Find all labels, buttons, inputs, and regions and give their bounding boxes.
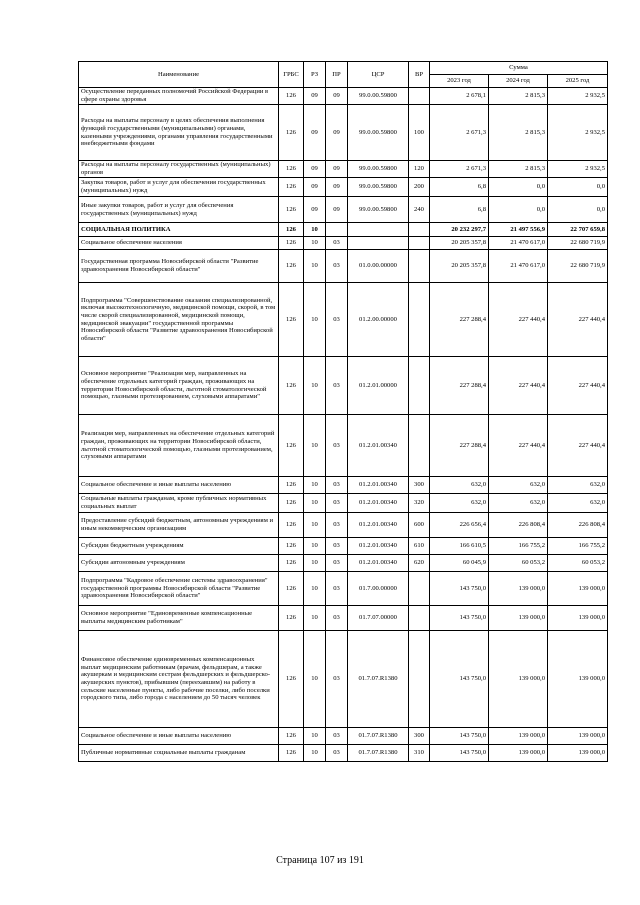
header-2024: 2024 год [489, 75, 548, 88]
row-vr: 100 [409, 105, 430, 161]
row-vr [409, 415, 430, 477]
row-rz: 10 [304, 555, 326, 572]
row-csr: 99.0.00.59800 [348, 161, 409, 178]
header-rz: РЗ [304, 62, 326, 88]
row-csr: 01.0.00.00000 [348, 250, 409, 283]
row-pr: 03 [326, 572, 348, 606]
row-vr: 300 [409, 728, 430, 745]
row-2025: 22 680 719,9 [548, 250, 608, 283]
row-2025: 139 000,0 [548, 572, 608, 606]
row-grbs: 126 [279, 572, 304, 606]
row-name: Социальное обеспечение и иные выплаты населению [79, 477, 279, 494]
row-csr: 01.7.07.00000 [348, 606, 409, 631]
table-row [79, 606, 608, 631]
row-name: Подпрограмма "Кадровое обеспечение системы здравоохранения" государственной программы Новосибирской области "Развитие здравоохранения Новосибирской области" [79, 572, 279, 606]
row-grbs: 126 [279, 477, 304, 494]
row-name: Финансовое обеспечение единовременных компенсационных выплат медицинским работникам (врачам, фельдшерам, а также акушеркам и медицинским сестрам фельдшерских и фельдшерско-акушерских пунктов), прибывшим (переехавшим) на работу в сельские населенные пункты, либо рабочие поселки, либо поселки городского типа, либо города с населением до 50 тысяч человек [79, 631, 279, 728]
row-csr: 01.7.07.R1380 [348, 745, 409, 762]
row-csr: 01.2.01.00340 [348, 494, 409, 513]
row-rz: 10 [304, 283, 326, 357]
row-vr: 310 [409, 745, 430, 762]
row-grbs: 126 [279, 494, 304, 513]
row-rz: 09 [304, 197, 326, 223]
row-2025: 226 808,4 [548, 513, 608, 538]
row-csr: 01.7.00.00000 [348, 572, 409, 606]
row-name: Предоставление субсидий бюджетным, автономным учреждениям и иным некоммерческим организациям [79, 513, 279, 538]
row-grbs: 126 [279, 197, 304, 223]
page-number: Страница 107 из 191 [276, 855, 364, 866]
table-row [79, 250, 608, 283]
row-grbs: 126 [279, 513, 304, 538]
table-row [79, 745, 608, 762]
header-grbs: ГРБС [279, 62, 304, 88]
row-vr [409, 631, 430, 728]
row-2023: 20 205 357,8 [430, 237, 489, 250]
table-row [79, 88, 608, 105]
row-grbs: 126 [279, 237, 304, 250]
row-vr [409, 250, 430, 283]
row-vr: 610 [409, 538, 430, 555]
row-vr: 300 [409, 477, 430, 494]
row-2023: 20 205 357,8 [430, 250, 489, 283]
row-name: Закупка товаров, работ и услуг для обеспечения государственных (муниципальных) нужд [79, 178, 279, 197]
row-2025: 139 000,0 [548, 606, 608, 631]
row-2024: 139 000,0 [489, 572, 548, 606]
row-name: Реализация мер, направленных на обеспечение отдельных категорий граждан, проживающих на территории Новосибирской области, льготной стоматологической помощью, глазными протезированием, слуховыми аппаратами [79, 415, 279, 477]
row-2025: 2 932,5 [548, 161, 608, 178]
row-vr [409, 223, 430, 237]
row-2025: 166 755,2 [548, 538, 608, 555]
row-vr: 620 [409, 555, 430, 572]
row-2024: 21 497 556,9 [489, 223, 548, 237]
table-row [79, 223, 608, 237]
row-name: Социальное обеспечение населения [79, 237, 279, 250]
row-name: Субсидии бюджетным учреждениям [79, 538, 279, 555]
row-pr: 03 [326, 237, 348, 250]
row-csr: 99.0.00.59800 [348, 88, 409, 105]
table-row [79, 197, 608, 223]
row-pr: 03 [326, 728, 348, 745]
row-pr: 09 [326, 88, 348, 105]
row-2024: 139 000,0 [489, 728, 548, 745]
row-vr [409, 88, 430, 105]
row-rz: 09 [304, 88, 326, 105]
row-rz: 10 [304, 538, 326, 555]
row-grbs: 126 [279, 88, 304, 105]
row-2024: 60 053,2 [489, 555, 548, 572]
header-2025: 2025 год [548, 75, 608, 88]
row-pr: 03 [326, 415, 348, 477]
row-2025: 22 707 659,8 [548, 223, 608, 237]
row-rz: 09 [304, 105, 326, 161]
row-2024: 21 470 617,0 [489, 237, 548, 250]
row-name: Социальное обеспечение и иные выплаты населению [79, 728, 279, 745]
row-grbs: 126 [279, 161, 304, 178]
row-rz: 10 [304, 357, 326, 415]
row-vr [409, 237, 430, 250]
row-name: СОЦИАЛЬНАЯ ПОЛИТИКА [79, 223, 279, 237]
row-csr: 99.0.00.59800 [348, 105, 409, 161]
row-rz: 10 [304, 572, 326, 606]
budget-table-container [78, 61, 607, 762]
row-grbs: 126 [279, 415, 304, 477]
row-2024: 0,0 [489, 197, 548, 223]
row-rz: 10 [304, 606, 326, 631]
row-2025: 227 440,4 [548, 415, 608, 477]
table-row [79, 494, 608, 513]
row-name: Осуществление переданных полномочий Российской Федерации в сфере охраны здоровья [79, 88, 279, 105]
row-2024: 166 755,2 [489, 538, 548, 555]
row-grbs: 126 [279, 357, 304, 415]
row-2023: 143 750,0 [430, 631, 489, 728]
row-rz: 09 [304, 161, 326, 178]
row-2024: 139 000,0 [489, 606, 548, 631]
row-2023: 143 750,0 [430, 572, 489, 606]
row-name: Государственная программа Новосибирской области "Развитие здравоохранения Новосибирской области" [79, 250, 279, 283]
row-rz: 10 [304, 745, 326, 762]
row-csr: 01.2.01.00340 [348, 513, 409, 538]
row-vr: 240 [409, 197, 430, 223]
table-row [79, 357, 608, 415]
row-rz: 10 [304, 477, 326, 494]
row-rz: 10 [304, 728, 326, 745]
table-row [79, 538, 608, 555]
row-csr: 01.2.01.00000 [348, 357, 409, 415]
row-2023: 143 750,0 [430, 606, 489, 631]
row-2023: 632,0 [430, 494, 489, 513]
row-pr: 09 [326, 105, 348, 161]
row-2023: 227 288,4 [430, 357, 489, 415]
table-row [79, 631, 608, 728]
budget-table [78, 61, 608, 762]
row-2025: 632,0 [548, 494, 608, 513]
row-pr [326, 223, 348, 237]
row-2025: 2 932,5 [548, 105, 608, 161]
row-vr [409, 572, 430, 606]
row-csr: 01.2.01.00340 [348, 477, 409, 494]
row-2025: 139 000,0 [548, 728, 608, 745]
row-2024: 2 815,3 [489, 161, 548, 178]
row-2023: 60 045,9 [430, 555, 489, 572]
row-grbs: 126 [279, 606, 304, 631]
row-2023: 226 656,4 [430, 513, 489, 538]
row-rz: 10 [304, 494, 326, 513]
row-2025: 0,0 [548, 197, 608, 223]
row-pr: 03 [326, 494, 348, 513]
header-pr: ПР [326, 62, 348, 88]
row-2024: 227 440,4 [489, 415, 548, 477]
row-rz: 10 [304, 415, 326, 477]
row-pr: 03 [326, 283, 348, 357]
row-csr [348, 237, 409, 250]
row-pr: 03 [326, 745, 348, 762]
row-2025: 0,0 [548, 178, 608, 197]
row-2023: 6,8 [430, 178, 489, 197]
table-row [79, 105, 608, 161]
row-2023: 227 288,4 [430, 283, 489, 357]
row-csr: 01.7.07.R1380 [348, 631, 409, 728]
row-grbs: 126 [279, 728, 304, 745]
row-csr: 01.2.01.00340 [348, 555, 409, 572]
row-2024: 227 440,4 [489, 283, 548, 357]
row-pr: 03 [326, 250, 348, 283]
table-row [79, 572, 608, 606]
row-csr: 01.2.01.00340 [348, 538, 409, 555]
row-pr: 03 [326, 606, 348, 631]
row-grbs: 126 [279, 250, 304, 283]
row-2023: 227 288,4 [430, 415, 489, 477]
row-2023: 2 671,3 [430, 161, 489, 178]
row-2024: 632,0 [489, 494, 548, 513]
row-name: Расходы на выплаты персоналу в целях обеспечения выполнения функций государственными (муниципальными) органами, казенными учреждениями, органами управления государственными внебюджетными фондами [79, 105, 279, 161]
header-name: Наименование [79, 62, 279, 88]
row-2023: 6,8 [430, 197, 489, 223]
row-2024: 2 815,3 [489, 88, 548, 105]
row-2023: 632,0 [430, 477, 489, 494]
row-pr: 03 [326, 538, 348, 555]
table-row [79, 283, 608, 357]
row-2024: 632,0 [489, 477, 548, 494]
header-csr: ЦСР [348, 62, 409, 88]
row-rz: 10 [304, 513, 326, 538]
row-pr: 03 [326, 357, 348, 415]
row-vr: 600 [409, 513, 430, 538]
row-csr: 99.0.00.59800 [348, 178, 409, 197]
row-grbs: 126 [279, 283, 304, 357]
row-2025: 139 000,0 [548, 631, 608, 728]
header-2023: 2023 год [430, 75, 489, 88]
table-row [79, 161, 608, 178]
row-csr: 01.2.00.00000 [348, 283, 409, 357]
row-name: Социальные выплаты гражданам, кроме публичных нормативных социальных выплат [79, 494, 279, 513]
table-row [79, 555, 608, 572]
row-name: Основное мероприятие "Реализация мер, направленных на обеспечение отдельных категорий граждан, проживающих на территории Новосибирской области, льготной стоматологической помощью, глазными протезированием, слуховыми аппаратами" [79, 357, 279, 415]
row-2024: 226 808,4 [489, 513, 548, 538]
table-row [79, 237, 608, 250]
row-rz: 10 [304, 237, 326, 250]
row-2024: 2 815,3 [489, 105, 548, 161]
row-2024: 21 470 617,0 [489, 250, 548, 283]
row-name: Подпрограмма "Совершенствование оказания специализированной, включая высокотехнологичную, медицинской помощи, скорой, в том числе скорой специализированной, медицинской помощи, медицинской эвакуации" государственной программы Новосибирской области "Развитие здравоохранения Новосибирской области" [79, 283, 279, 357]
row-vr [409, 606, 430, 631]
row-2025: 2 932,5 [548, 88, 608, 105]
row-2025: 60 053,2 [548, 555, 608, 572]
table-row [79, 415, 608, 477]
row-vr: 120 [409, 161, 430, 178]
row-2024: 139 000,0 [489, 631, 548, 728]
row-name: Публичные нормативные социальные выплаты гражданам [79, 745, 279, 762]
header-vr: ВР [409, 62, 430, 88]
row-grbs: 126 [279, 631, 304, 728]
row-2025: 632,0 [548, 477, 608, 494]
row-2023: 2 671,3 [430, 105, 489, 161]
header-sum: Сумма [430, 62, 608, 75]
row-2024: 0,0 [489, 178, 548, 197]
table-row [79, 477, 608, 494]
table-row [79, 178, 608, 197]
row-name: Субсидии автономным учреждениям [79, 555, 279, 572]
row-grbs: 126 [279, 223, 304, 237]
row-pr: 03 [326, 631, 348, 728]
row-rz: 10 [304, 631, 326, 728]
row-pr: 09 [326, 161, 348, 178]
row-name: Иные закупки товаров, работ и услуг для обеспечения государственных (муниципальных) нужд [79, 197, 279, 223]
row-2025: 139 000,0 [548, 745, 608, 762]
row-rz: 10 [304, 223, 326, 237]
row-rz: 09 [304, 178, 326, 197]
row-grbs: 126 [279, 745, 304, 762]
row-vr: 200 [409, 178, 430, 197]
row-csr: 01.7.07.R1380 [348, 728, 409, 745]
row-rz: 10 [304, 250, 326, 283]
row-pr: 03 [326, 513, 348, 538]
row-csr: 99.0.00.59800 [348, 197, 409, 223]
row-pr: 09 [326, 197, 348, 223]
row-csr [348, 223, 409, 237]
row-grbs: 126 [279, 538, 304, 555]
row-pr: 03 [326, 477, 348, 494]
row-grbs: 126 [279, 555, 304, 572]
table-body [79, 88, 608, 762]
row-vr [409, 283, 430, 357]
row-csr: 01.2.01.00340 [348, 415, 409, 477]
row-pr: 09 [326, 178, 348, 197]
row-2025: 22 680 719,9 [548, 237, 608, 250]
row-2023: 20 232 297,7 [430, 223, 489, 237]
row-2023: 166 610,5 [430, 538, 489, 555]
row-2023: 143 750,0 [430, 728, 489, 745]
row-name: Расходы на выплаты персоналу государственных (муниципальных) органов [79, 161, 279, 178]
row-vr: 320 [409, 494, 430, 513]
row-2025: 227 440,4 [548, 357, 608, 415]
table-row [79, 728, 608, 745]
row-2025: 227 440,4 [548, 283, 608, 357]
row-2024: 139 000,0 [489, 745, 548, 762]
row-2023: 143 750,0 [430, 745, 489, 762]
row-2023: 2 678,1 [430, 88, 489, 105]
row-2024: 227 440,4 [489, 357, 548, 415]
row-pr: 03 [326, 555, 348, 572]
row-grbs: 126 [279, 178, 304, 197]
table-row [79, 513, 608, 538]
row-name: Основное мероприятие "Единовременные компенсационные выплаты медицинским работникам" [79, 606, 279, 631]
row-grbs: 126 [279, 105, 304, 161]
row-vr [409, 357, 430, 415]
